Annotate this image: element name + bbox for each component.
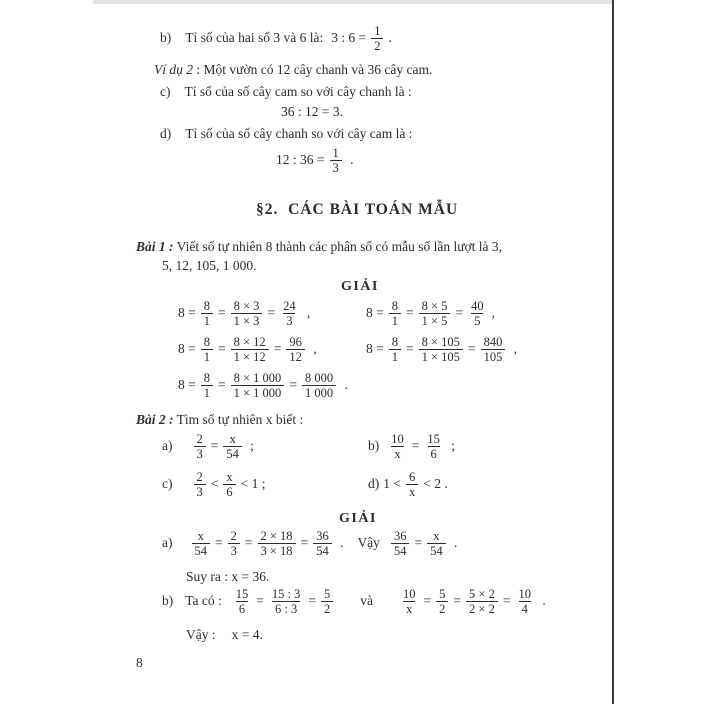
fraction-denominator: 1	[201, 313, 213, 328]
fraction	[194, 470, 206, 500]
eq-8-thirds	[178, 299, 310, 329]
text-run: x = 4.	[231, 627, 263, 642]
fraction-denominator: 105	[481, 349, 506, 364]
text-run: 36 : 12 = 3.	[281, 104, 343, 119]
text-run: 12 : 36 =	[276, 152, 325, 168]
solution-2b-result	[186, 627, 263, 644]
fraction-numerator: 8 × 12	[233, 335, 266, 349]
fraction-denominator: 6	[223, 484, 235, 499]
text-run: =	[210, 438, 219, 454]
fraction-numerator: 15	[235, 587, 249, 601]
item-label: d)	[160, 126, 172, 141]
fraction-denominator: 3	[228, 543, 240, 558]
text-run: 5, 12, 105, 1 000.	[162, 258, 257, 273]
fraction	[330, 146, 342, 176]
fraction-denominator: x	[391, 446, 403, 461]
fraction-denominator: 4	[519, 601, 531, 616]
fraction-numerator: 5	[324, 587, 331, 601]
fraction-numerator: x	[229, 432, 236, 446]
fraction-numerator: 1	[332, 146, 339, 160]
text-run: =	[215, 535, 223, 551]
fraction	[223, 432, 242, 462]
text-run: Tỉ số của số cây cam so với cây chanh là :	[184, 84, 412, 99]
fraction	[419, 299, 451, 329]
text-run: <	[210, 476, 219, 492]
text-run: .	[346, 152, 354, 168]
fraction-denominator: 54	[427, 543, 446, 558]
text-run: 8 =	[178, 305, 196, 321]
problem-label: Bài 2 :	[136, 412, 174, 427]
text-run: =	[289, 377, 297, 393]
fraction-denominator: 2	[321, 601, 333, 616]
fraction-denominator: 1 000	[302, 385, 336, 400]
text-run: 1 <	[383, 476, 401, 492]
text-run: ;	[246, 438, 255, 454]
fraction-denominator: 1	[389, 349, 401, 364]
text-run: .	[538, 593, 546, 609]
fraction	[389, 335, 401, 365]
fraction-denominator: 3	[330, 160, 342, 175]
solution-label: GIẢI	[341, 279, 379, 294]
text-run: Suy ra : x = 36.	[186, 569, 270, 584]
eq-8-1000ths	[178, 371, 348, 401]
fraction-numerator: 2	[196, 470, 203, 484]
fraction	[389, 299, 401, 329]
text-run: < 2 .	[423, 476, 448, 492]
text-run: ;	[447, 438, 456, 454]
fraction	[228, 529, 240, 559]
fraction-denominator: 3	[194, 446, 206, 461]
spacer	[216, 635, 232, 636]
fraction-denominator: 12	[286, 349, 305, 364]
page-number-text: 8	[136, 655, 143, 670]
text-run: =	[453, 593, 462, 609]
fraction-denominator: x	[403, 601, 415, 616]
fraction	[280, 299, 299, 329]
text-run: Ta có :	[185, 593, 222, 609]
fraction-numerator: 8 × 105	[421, 335, 460, 349]
item-label: c)	[162, 476, 173, 492]
equation-12-36	[276, 146, 354, 176]
fraction	[201, 335, 213, 365]
fraction-numerator: 8	[391, 299, 398, 313]
text-run: =	[218, 377, 226, 393]
fraction	[515, 587, 534, 617]
solution-heading-1	[341, 278, 379, 296]
fraction-numerator: x	[226, 470, 233, 484]
fraction-numerator: 8 × 5	[421, 299, 448, 313]
text-run: 8 =	[366, 305, 384, 321]
fraction	[481, 335, 506, 365]
text-run: =	[502, 593, 511, 609]
item-label: b)	[160, 30, 172, 46]
fraction-denominator: 1 × 5	[419, 313, 451, 328]
text-run: và	[360, 593, 374, 609]
text-run: =	[218, 305, 226, 321]
spacer	[373, 601, 395, 602]
item-label: b)	[162, 593, 174, 609]
text-run: ,	[303, 305, 311, 321]
fraction	[391, 529, 410, 559]
fraction	[258, 529, 296, 559]
fraction-denominator: 1 × 1 000	[231, 385, 285, 400]
fraction-numerator: x	[197, 529, 204, 543]
spacer	[173, 484, 189, 485]
item-label: a)	[162, 438, 173, 454]
fraction-numerator: 10	[391, 432, 404, 446]
solution-2a-result	[186, 569, 269, 586]
fraction	[269, 587, 303, 617]
fraction-denominator: 54	[313, 543, 332, 558]
fraction-numerator: 8	[203, 299, 210, 313]
text-run: Vậy	[357, 535, 380, 551]
text-run: =	[244, 535, 253, 551]
example-label: Ví dụ 2	[154, 62, 193, 77]
text-run: =	[411, 438, 420, 454]
fraction-numerator: 2	[196, 432, 203, 446]
fraction-denominator: 1 × 12	[231, 349, 269, 364]
text-run: =	[467, 341, 476, 357]
eq-8-fifths	[366, 299, 495, 329]
text-run: =	[218, 341, 226, 357]
text-run: .	[341, 377, 348, 393]
fraction	[321, 587, 333, 617]
fraction-numerator: 24	[283, 299, 296, 313]
eq-2a	[162, 432, 254, 462]
fraction-denominator: 5	[471, 313, 483, 328]
fraction-denominator: 54	[192, 543, 211, 558]
fraction	[313, 529, 332, 559]
fraction-denominator: 2 × 2	[466, 601, 498, 616]
fraction-denominator: 3	[194, 484, 206, 499]
solution-heading-2	[339, 510, 377, 528]
fraction	[424, 432, 443, 462]
fraction-denominator: 2	[371, 38, 383, 53]
spacer	[171, 134, 185, 135]
fraction-denominator: 1 × 3	[231, 313, 263, 328]
text-run: =	[267, 305, 276, 321]
spacer	[173, 543, 187, 544]
text-run: =	[455, 305, 464, 321]
item-label: d)	[368, 476, 380, 492]
fraction-numerator: 36	[393, 529, 407, 543]
page-number	[136, 655, 143, 672]
item-label: c)	[160, 84, 171, 99]
eq-2b	[368, 432, 455, 462]
spacer	[222, 601, 228, 602]
fraction-numerator: 15	[427, 432, 440, 446]
eq-2d	[368, 470, 448, 500]
fraction-denominator: x	[406, 484, 418, 499]
fraction-numerator: 1	[374, 24, 381, 38]
fraction	[400, 587, 419, 617]
fraction	[468, 299, 487, 329]
eq-2c	[162, 470, 266, 500]
problem-label: Bài 1 :	[136, 239, 174, 254]
example-2	[154, 62, 432, 79]
spacer	[380, 543, 386, 544]
fraction-numerator: 2	[230, 529, 237, 543]
fraction-numerator: 96	[289, 335, 302, 349]
spacer	[173, 446, 189, 447]
item-label: b)	[368, 438, 380, 454]
fraction-numerator: 6	[409, 470, 416, 484]
text-run: 8 =	[178, 377, 196, 393]
fraction	[302, 371, 336, 401]
solution-2a	[162, 529, 457, 559]
fraction	[427, 529, 446, 559]
fraction	[201, 371, 213, 401]
text-run: 3 : 6 =	[331, 30, 367, 46]
fraction-numerator: 5	[439, 587, 446, 601]
section-title: §2. CÁC BÀI TOÁN MẪU	[256, 201, 459, 218]
problem-1-line-2	[162, 258, 257, 275]
text-run: 8 =	[366, 341, 384, 357]
text-run: < 1 ;	[240, 476, 266, 492]
text-run: : Một vườn có 12 cây chanh và 36 cây cam.	[193, 62, 433, 77]
text-run: =	[308, 593, 317, 609]
fraction-denominator: 1 × 105	[419, 349, 463, 364]
fraction-numerator: 36	[316, 529, 329, 543]
fraction-numerator: 8	[203, 371, 210, 385]
fraction	[388, 432, 407, 462]
fraction	[201, 299, 213, 329]
solution-2b	[162, 587, 546, 617]
fraction-numerator: 8 × 3	[233, 299, 260, 313]
text-run: .	[450, 535, 458, 551]
text-run: =	[300, 535, 309, 551]
item-label: a)	[162, 535, 173, 551]
text-run: .	[388, 30, 392, 46]
fraction-denominator: 6	[428, 446, 440, 461]
fraction-denominator: 1	[201, 385, 213, 400]
fraction-numerator: 10	[403, 587, 416, 601]
fraction	[192, 529, 211, 559]
text-run: ,	[510, 341, 518, 357]
fraction	[231, 371, 285, 401]
spacer	[379, 446, 383, 447]
text-run: Tìm số tự nhiên x biết :	[173, 412, 304, 427]
fraction	[233, 587, 252, 617]
spacer	[171, 38, 185, 39]
fraction	[286, 335, 305, 365]
equation-36-12	[281, 104, 343, 121]
fraction-denominator: 1	[201, 349, 213, 364]
fraction	[466, 587, 498, 617]
text-run: =	[423, 593, 432, 609]
fraction	[436, 587, 448, 617]
section-heading	[256, 200, 458, 219]
fraction	[194, 432, 206, 462]
text-run: ,	[491, 305, 495, 321]
page-edge-rule	[612, 0, 614, 704]
text-run: .	[336, 535, 344, 551]
fraction-numerator: 840	[483, 335, 503, 349]
fraction-denominator: 1	[389, 313, 401, 328]
item-d	[160, 126, 412, 143]
item-b	[160, 24, 392, 54]
text-run: Vậy :	[186, 627, 216, 642]
fraction-numerator: 8 000	[304, 371, 334, 385]
text-run: 8 =	[178, 341, 196, 357]
fraction	[419, 335, 463, 365]
text-run: Viết số tự nhiên 8 thành các phân số có mẫu số lần lượt là 3,	[173, 239, 503, 254]
spacer	[323, 38, 331, 39]
text-run: Tỉ số của hai số 3 và 6 là:	[185, 30, 324, 46]
text-run: =	[273, 341, 282, 357]
fraction-numerator: 40	[471, 299, 484, 313]
spacer	[173, 601, 185, 602]
fraction	[231, 335, 269, 365]
fraction-denominator: 6 : 3	[272, 601, 300, 616]
fraction-numerator: 10	[518, 587, 531, 601]
solution-label: GIẢI	[339, 511, 377, 526]
text-run: ,	[309, 341, 317, 357]
spacer	[171, 92, 185, 93]
spacer	[343, 543, 357, 544]
fraction-numerator: 8	[391, 335, 398, 349]
problem-1-line-1	[136, 239, 502, 256]
item-c	[160, 84, 412, 101]
fraction	[223, 470, 235, 500]
fraction-denominator: 2	[436, 601, 448, 616]
fraction	[231, 299, 263, 329]
text-run: =	[256, 593, 264, 609]
eq-8-105ths	[366, 335, 517, 365]
fraction-denominator: 3 × 18	[258, 543, 296, 558]
fraction-numerator: 8	[203, 335, 210, 349]
eq-8-twelfths	[178, 335, 317, 365]
fraction-numerator: 15 : 3	[271, 587, 301, 601]
fraction-denominator: 3	[283, 313, 295, 328]
page-top-scan-band	[93, 0, 613, 4]
fraction-numerator: 2 × 18	[260, 529, 293, 543]
text-run: =	[406, 305, 414, 321]
fraction	[406, 470, 418, 500]
fraction-denominator: 54	[391, 543, 410, 558]
fraction	[371, 24, 383, 54]
text-run: =	[406, 341, 414, 357]
fraction-numerator: x	[433, 529, 440, 543]
text-run: Tỉ số của số cây chanh so với cây cam là :	[185, 126, 413, 141]
spacer	[338, 601, 360, 602]
fraction-numerator: 8 × 1 000	[233, 371, 282, 385]
fraction-denominator: 6	[236, 601, 248, 616]
problem-2	[136, 412, 303, 429]
fraction-numerator: 5 × 2	[469, 587, 495, 601]
text-run: =	[414, 535, 423, 551]
fraction-denominator: 54	[223, 446, 242, 461]
